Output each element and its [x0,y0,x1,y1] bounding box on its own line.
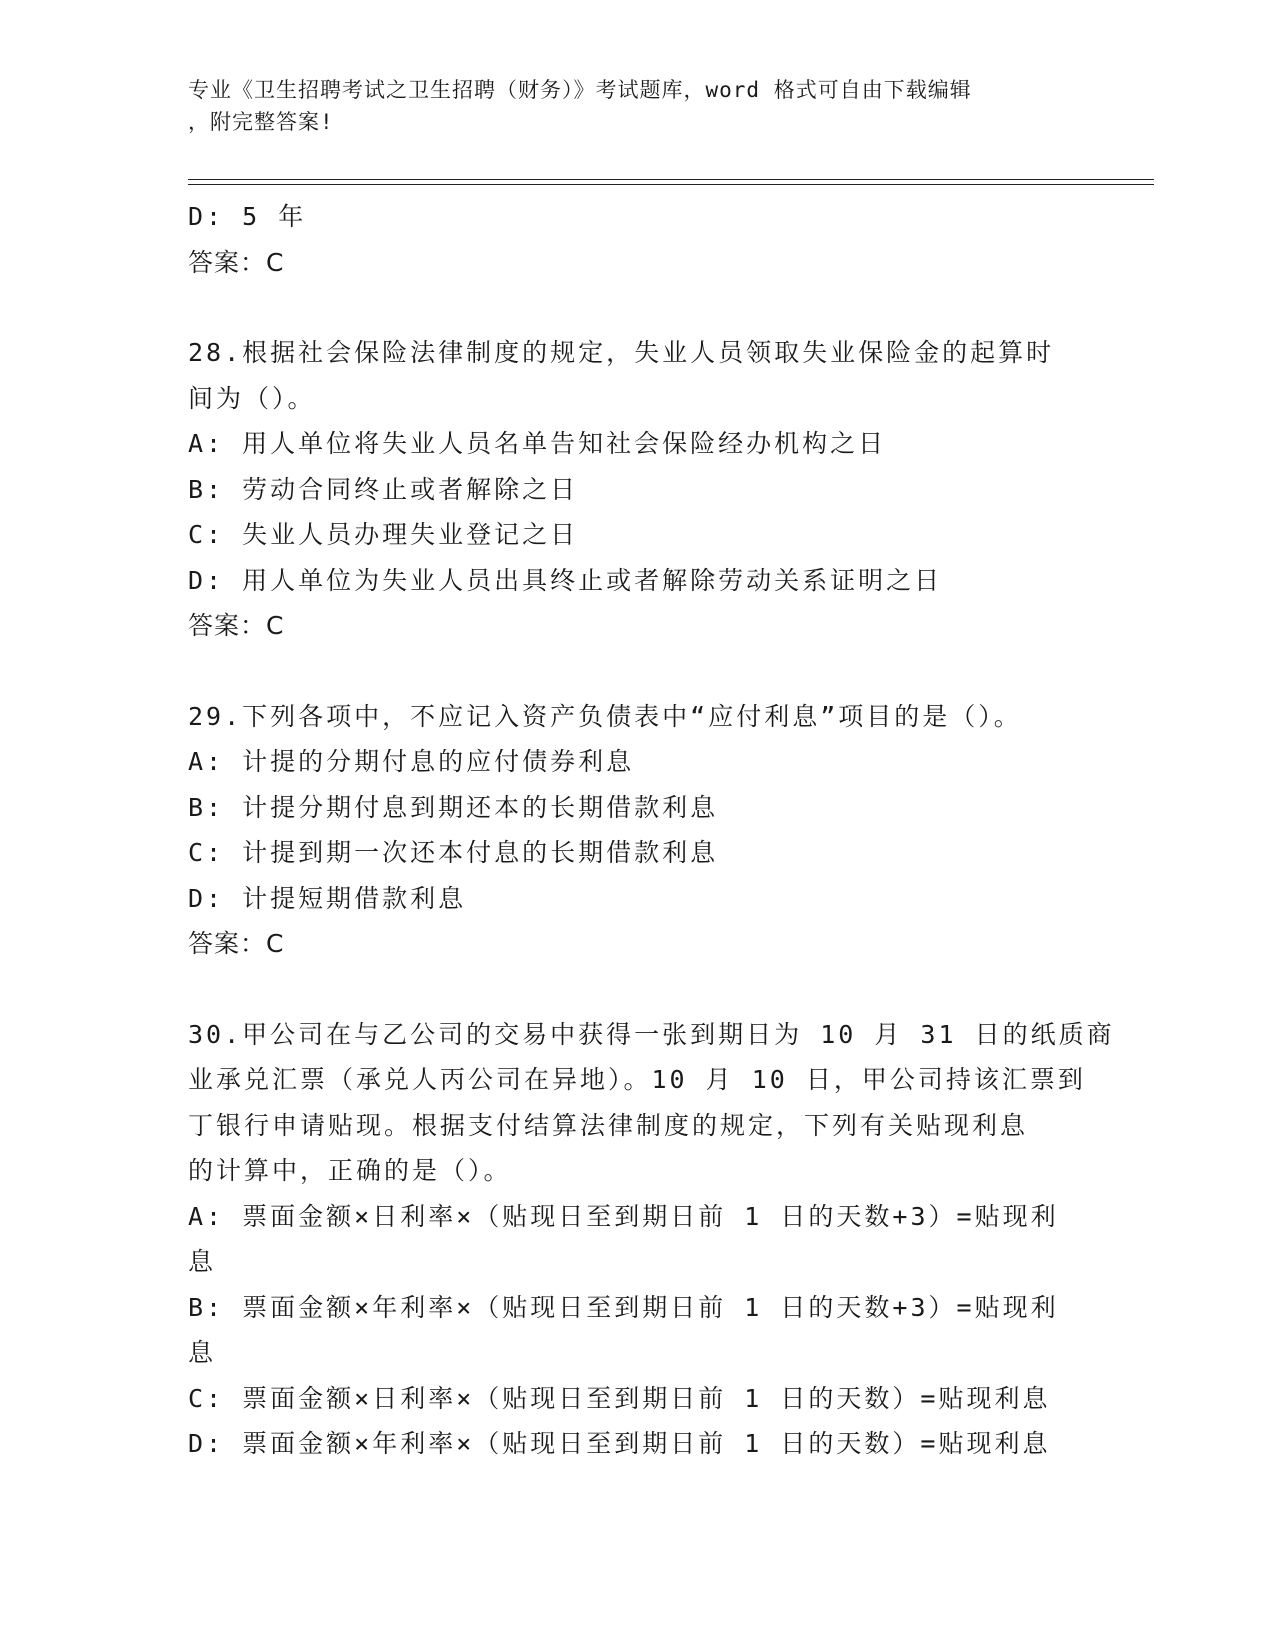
question-stem: 丁银行申请贴现。根据支付结算法律制度的规定，下列有关贴现利息 [188,1110,1029,1140]
option-a: A: 票面金额×日利率×（贴现日至到期日前 1 日的天数+3）=贴现利 [188,1201,1059,1231]
previous-question-tail [188,194,1088,285]
option-a: A: 用人单位将失业人员名单告知社会保险经办机构之日 [188,429,887,458]
option-d: D: 5 年 [188,202,307,231]
question-28 [188,330,1088,649]
option-d: D: 票面金额×年利率×（贴现日至到期日前 1 日的天数）=贴现利息 [188,1429,1051,1458]
document-header [188,74,1068,138]
question-stem: 业承兑汇票（承兑人丙公司在异地）。10 月 10 日，甲公司持该汇票到 [188,1065,1086,1094]
header-line-2: ，附完整答案! [188,110,334,134]
answer: 答案：C [188,611,285,640]
question-30 [188,1012,1115,1467]
question-stem: 29.下列各项中，不应记入资产负债表中“应付利息”项目的是（）。 [188,701,1022,731]
option-a-continued: 息 [188,1247,217,1276]
option-b: B: 计提分期付息到期还本的长期借款利息 [188,792,719,822]
document-body [188,194,1115,1467]
option-c: C: 票面金额×日利率×（贴现日至到期日前 1 日的天数）=贴现利息 [188,1383,1051,1413]
option-b: B: 票面金额×年利率×（贴现日至到期日前 1 日的天数+3）=贴现利 [188,1292,1059,1322]
option-b-continued: 息 [188,1338,217,1367]
answer: 答案：C [188,929,285,958]
question-29 [188,694,1088,967]
option-b: B: 劳动合同终止或者解除之日 [188,474,579,504]
header-divider-bottom [188,184,1154,185]
option-a: A: 计提的分期付息的应付债券利息 [188,747,635,776]
option-d: D: 计提短期借款利息 [188,883,467,913]
question-stem: 28.根据社会保险法律制度的规定，失业人员领取失业保险金的起算时 [188,338,1055,367]
option-c: C: 计提到期一次还本付息的长期借款利息 [188,838,719,867]
header-divider-top [188,179,1154,180]
question-stem: 间为（）。 [188,383,316,413]
option-c: C: 失业人员办理失业登记之日 [188,520,579,549]
header-line-1: 专业《卫生招聘考试之卫生招聘（财务）》考试题库，word 格式可自由下载编辑 [188,78,972,102]
question-stem: 30.甲公司在与乙公司的交易中获得一张到期日为 10 月 31 日的纸质商 [188,1019,1115,1049]
option-d: D: 用人单位为失业人员出具终止或者解除劳动关系证明之日 [188,565,943,595]
answer: 答案：C [188,247,285,277]
question-stem: 的计算中，正确的是（）。 [188,1156,512,1185]
